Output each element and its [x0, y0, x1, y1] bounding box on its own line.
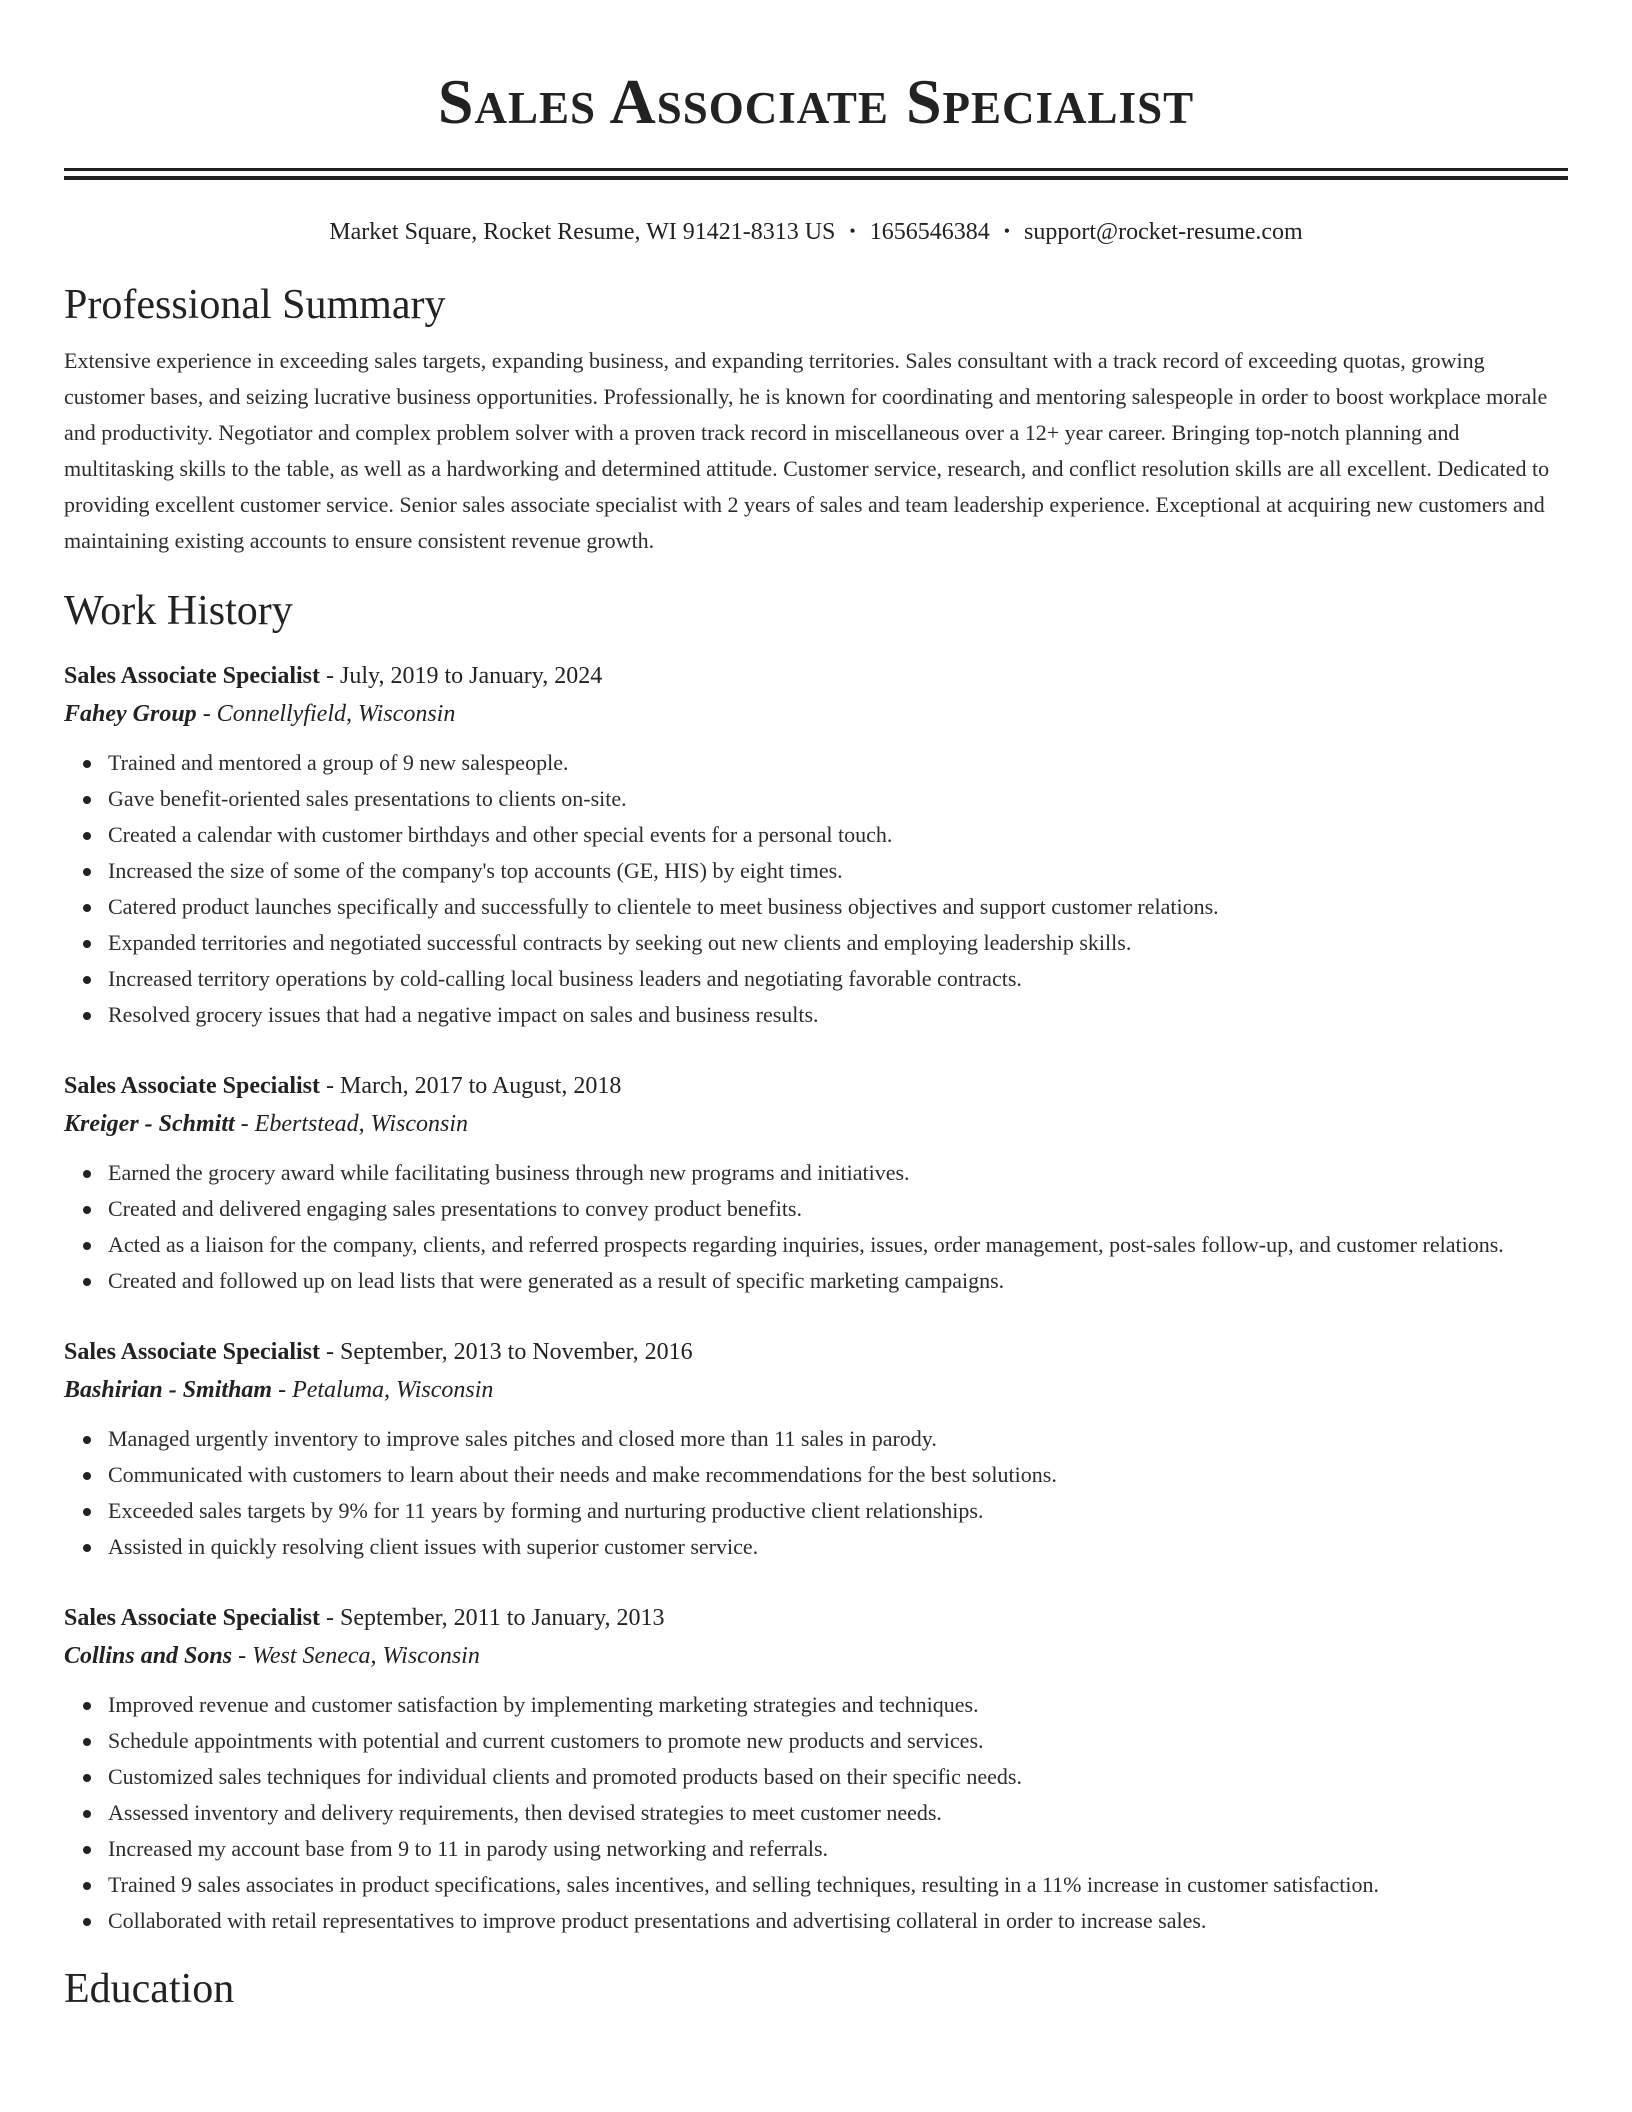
job-entry: [64, 657, 1568, 1033]
job-bullet: Created and delivered engaging sales presentations to convey product benefits.: [108, 1191, 1568, 1227]
job-bullet: Created and followed up on lead lists that were generated as a result of specific marketing campaigns.: [108, 1263, 1568, 1299]
company-line: [64, 1105, 1568, 1143]
job-bullet: Expanded territories and negotiated successful contracts by seeking out new clients and employing leadership skills.: [108, 925, 1568, 961]
job-bullet: Increased territory operations by cold-calling local business leaders and negotiating favorable contracts.: [108, 961, 1568, 997]
job-bullet: Increased the size of some of the company's top accounts (GE, HIS) by eight times.: [108, 853, 1568, 889]
contact-email[interactable]: support@rocket-resume.com: [1024, 219, 1303, 245]
job-bullet: Customized sales techniques for individual clients and promoted products based on their specific needs.: [108, 1759, 1568, 1795]
resume-name: Sales Associate Specialist: [437, 66, 1195, 137]
job-bullet: Assisted in quickly resolving client issues with superior customer service.: [108, 1529, 1568, 1565]
job-bullets: [64, 1687, 1568, 1939]
job-bullets: [64, 1421, 1568, 1565]
work-history-heading: Work History: [64, 588, 293, 634]
job-bullet: Trained 9 sales associates in product specifications, sales incentives, and selling techniques, resulting in a 11% increase in customer satisfaction.: [108, 1867, 1568, 1903]
job-bullet: Gave benefit-oriented sales presentations to clients on-site.: [108, 781, 1568, 817]
header-rule-bottom: [64, 176, 1568, 180]
job-bullet: Earned the grocery award while facilitating business through new programs and initiatives.: [108, 1155, 1568, 1191]
contact-separator: •: [1003, 221, 1011, 241]
job-title-line: [64, 1067, 1568, 1105]
job-entry: [64, 1333, 1568, 1565]
contact-phone: 1656546384: [869, 219, 990, 245]
job-bullets: [64, 1155, 1568, 1299]
header-rule-top: [64, 168, 1568, 171]
job-dates: - March, 2017 to August, 2018: [320, 1073, 622, 1099]
job-bullet: Communicated with customers to learn about their needs and make recommendations for the best solutions.: [108, 1457, 1568, 1493]
job-title: Sales Associate Specialist: [64, 663, 320, 689]
job-bullet: Created a calendar with customer birthdays and other special events for a personal touch.: [108, 817, 1568, 853]
company-name: Fahey Group: [64, 701, 197, 727]
company-name: Bashirian - Smitham: [64, 1377, 273, 1403]
job-entry: [64, 1599, 1568, 1939]
job-title-line: [64, 657, 1568, 695]
job-dates: - September, 2011 to January, 2013: [320, 1605, 665, 1631]
resume-page: [64, 0, 1568, 2015]
education-heading: Education: [64, 1966, 235, 2012]
job-title: Sales Associate Specialist: [64, 1339, 320, 1365]
summary-heading: Professional Summary: [64, 282, 446, 328]
company-location: - Ebertstead, Wisconsin: [234, 1111, 468, 1137]
company-location: - Connellyfield, Wisconsin: [196, 701, 456, 727]
company-line: [64, 695, 1568, 733]
company-line: [64, 1371, 1568, 1409]
job-bullet: Acted as a liaison for the company, clients, and referred prospects regarding inquiries, issues, order management, post-sales follow-up, and customer relations.: [108, 1227, 1568, 1263]
job-bullet: Catered product launches specifically and successfully to clientele to meet business objectives and support customer relations.: [108, 889, 1568, 925]
job-bullet: Increased my account base from 9 to 11 in parody using networking and referrals.: [108, 1831, 1568, 1867]
company-location: - Petaluma, Wisconsin: [272, 1377, 494, 1403]
company-name: Kreiger - Schmitt: [64, 1111, 235, 1137]
contact-address: Market Square, Rocket Resume, WI 91421-8313 US: [329, 219, 836, 245]
job-bullet: Collaborated with retail representatives to improve product presentations and advertising collateral in order to increase sales.: [108, 1903, 1568, 1939]
company-name: Collins and Sons: [64, 1643, 233, 1669]
job-bullets: [64, 745, 1568, 1033]
job-bullet: Schedule appointments with potential and current customers to promote new products and services.: [108, 1723, 1568, 1759]
summary-text: Extensive experience in exceeding sales targets, expanding business, and expanding territories. Sales consultant with a track record of exceeding quotas, growing customer bases, and seizing lucrative business opportunities. Professionally, he is known for coordinating and mentoring salespeople in order to boost workplace morale and productivity. Negotiator and complex problem solver with a proven track record in miscellaneous over a 12+ year career. Bringing top-notch planning and multitasking skills to the table, as well as a hardworking and determined attitude. Customer service, research, and conflict resolution skills are all excellent. Dedicated to providing excellent customer service. Senior sales associate specialist with 2 years of sales and team leadership experience. Exceptional at acquiring new customers and maintaining existing accounts to ensure consistent revenue growth.: [64, 348, 1550, 553]
company-location: - West Seneca, Wisconsin: [232, 1643, 480, 1669]
job-bullet: Resolved grocery issues that had a negative impact on sales and business results.: [108, 997, 1568, 1033]
job-bullet: Exceeded sales targets by 9% for 11 years by forming and nurturing productive client relationships.: [108, 1493, 1568, 1529]
job-bullet: Assessed inventory and delivery requirements, then devised strategies to meet customer needs.: [108, 1795, 1568, 1831]
job-dates: - September, 2013 to November, 2016: [320, 1339, 693, 1365]
job-title-line: [64, 1333, 1568, 1371]
job-bullet: Trained and mentored a group of 9 new salespeople.: [108, 745, 1568, 781]
job-title: Sales Associate Specialist: [64, 1605, 320, 1631]
job-bullet: Improved revenue and customer satisfaction by implementing marketing strategies and techniques.: [108, 1687, 1568, 1723]
job-bullet: Managed urgently inventory to improve sales pitches and closed more than 11 sales in parody.: [108, 1421, 1568, 1457]
company-line: [64, 1637, 1568, 1675]
job-dates: - July, 2019 to January, 2024: [320, 663, 603, 689]
job-title-line: [64, 1599, 1568, 1637]
job-title: Sales Associate Specialist: [64, 1073, 320, 1099]
contact-separator: •: [849, 221, 856, 241]
job-entry: [64, 1067, 1568, 1299]
contact-line: [64, 216, 1568, 247]
